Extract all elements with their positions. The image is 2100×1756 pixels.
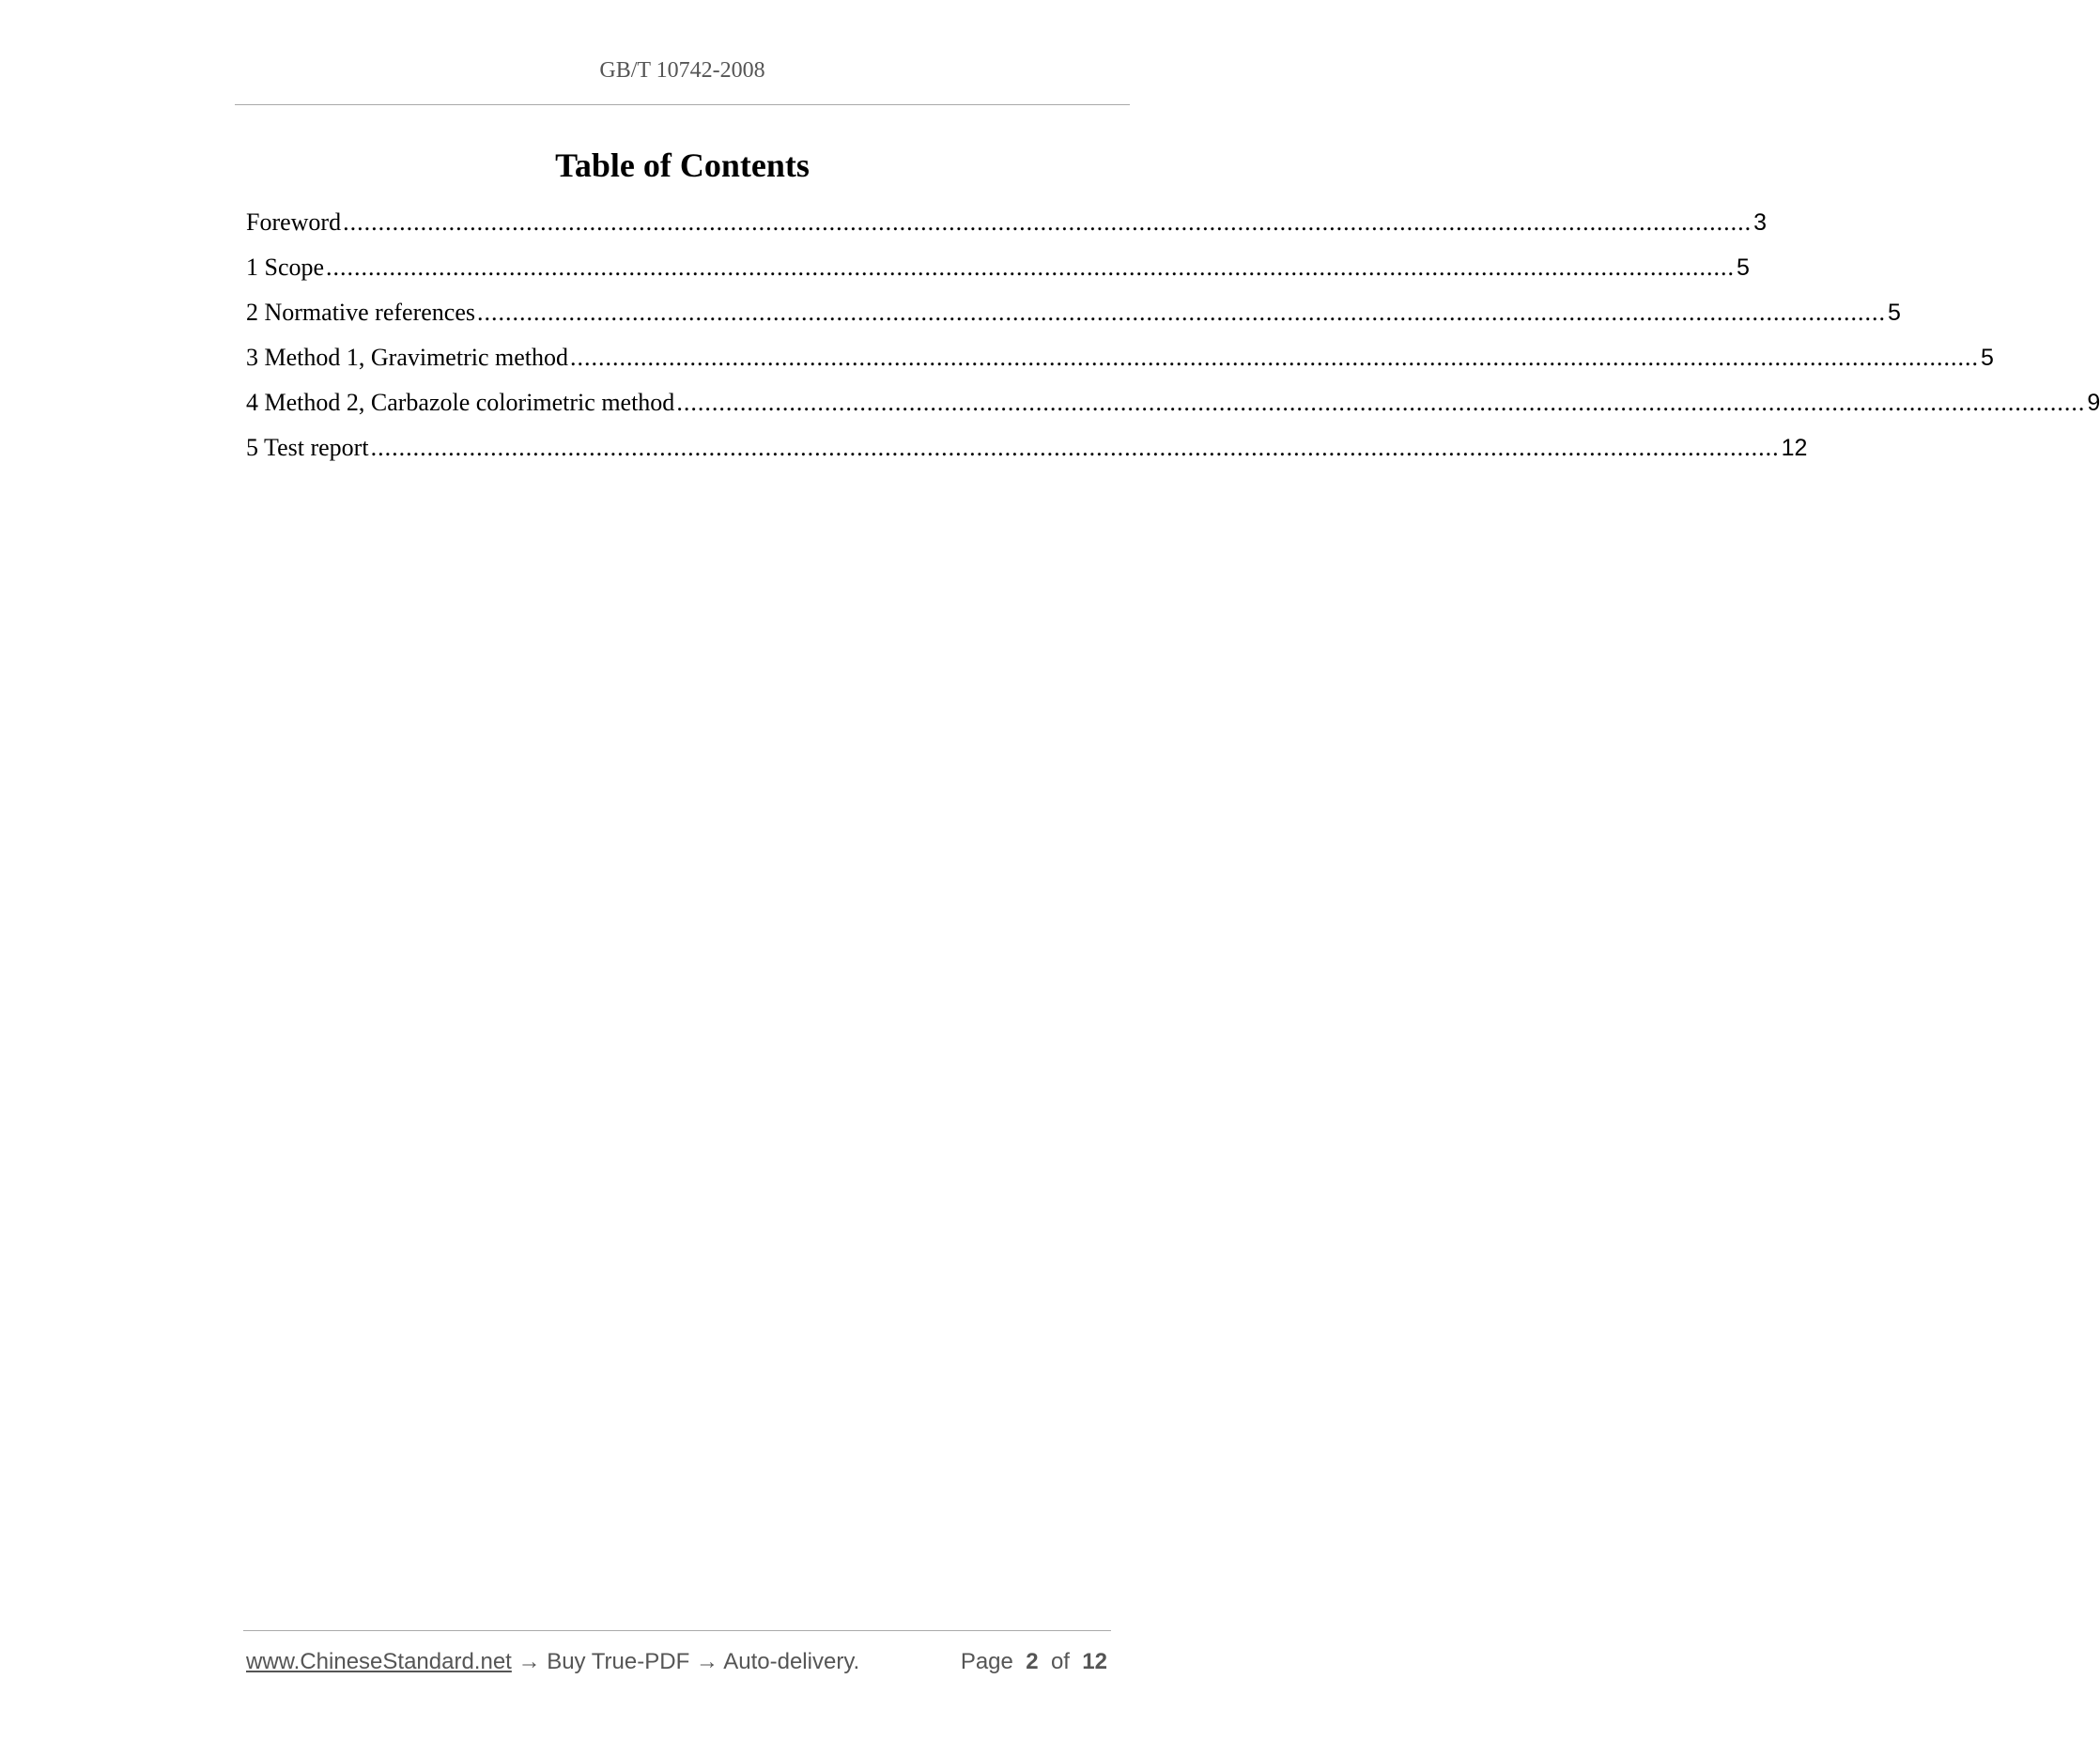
toc-entry-foreword[interactable] xyxy=(246,208,1767,254)
page-footer xyxy=(246,1649,1110,1675)
toc-entry-label: 3 Method 1, Gravimetric method xyxy=(246,344,568,371)
current-page-number: 2 xyxy=(1026,1649,1039,1674)
header-divider xyxy=(235,104,1130,105)
toc-entry-label: 2 Normative references xyxy=(246,299,475,326)
toc-list xyxy=(246,208,2100,479)
toc-entry-page: 3 xyxy=(1753,209,1767,236)
toc-entry-page: 5 xyxy=(1980,345,1994,371)
toc-entry-page: 9 xyxy=(2087,390,2100,416)
toc-entry-carbazole-method[interactable] xyxy=(246,389,2100,434)
auto-delivery-text: Auto-delivery. xyxy=(723,1649,860,1674)
toc-entry-scope[interactable] xyxy=(246,254,1750,299)
toc-entry-page: 5 xyxy=(1737,254,1750,281)
footer-divider xyxy=(243,1630,1111,1631)
toc-entry-label: Foreword xyxy=(246,208,342,236)
total-page-count: 12 xyxy=(1082,1649,1107,1674)
toc-entry-label: 4 Method 2, Carbazole colorimetric method xyxy=(246,389,675,416)
toc-dot-leader: ........................................................................................................................................................................................................ xyxy=(370,434,1780,461)
arrow-icon: → xyxy=(695,1649,718,1674)
page-indicator xyxy=(961,1649,1110,1675)
buy-pdf-text: Buy True-PDF xyxy=(547,1649,690,1674)
toc-entry-page: 12 xyxy=(1781,435,1808,461)
toc-entry-label: 5 Test report xyxy=(246,434,369,461)
running-header: GB/T 10742-2008 xyxy=(599,58,765,83)
website-link[interactable]: www.ChineseStandard.net xyxy=(246,1649,512,1674)
toc-dot-leader: ........................................................................................................................................................................................................ xyxy=(569,344,1979,371)
footer-promo xyxy=(246,1649,859,1675)
toc-dot-leader: ........................................................................................................................................................................................................ xyxy=(326,254,1736,281)
of-word: of xyxy=(1050,1649,1070,1674)
toc-dot-leader: ........................................................................................................................................................................................................ xyxy=(343,208,1753,236)
toc-title: Table of Contents xyxy=(555,146,810,184)
toc-dot-leader: ........................................................................................................................................................................................................ xyxy=(476,299,1886,326)
toc-entry-normative-references[interactable] xyxy=(246,299,1901,344)
toc-entry-gravimetric-method[interactable] xyxy=(246,344,1994,389)
toc-entry-label: 1 Scope xyxy=(246,254,325,281)
toc-dot-leader: ........................................................................................................................................................................................................ xyxy=(676,389,2086,416)
toc-entry-test-report[interactable] xyxy=(246,434,1808,479)
arrow-icon: → xyxy=(517,1649,541,1674)
toc-entry-page: 5 xyxy=(1887,300,1901,326)
page-word: Page xyxy=(960,1649,1013,1674)
